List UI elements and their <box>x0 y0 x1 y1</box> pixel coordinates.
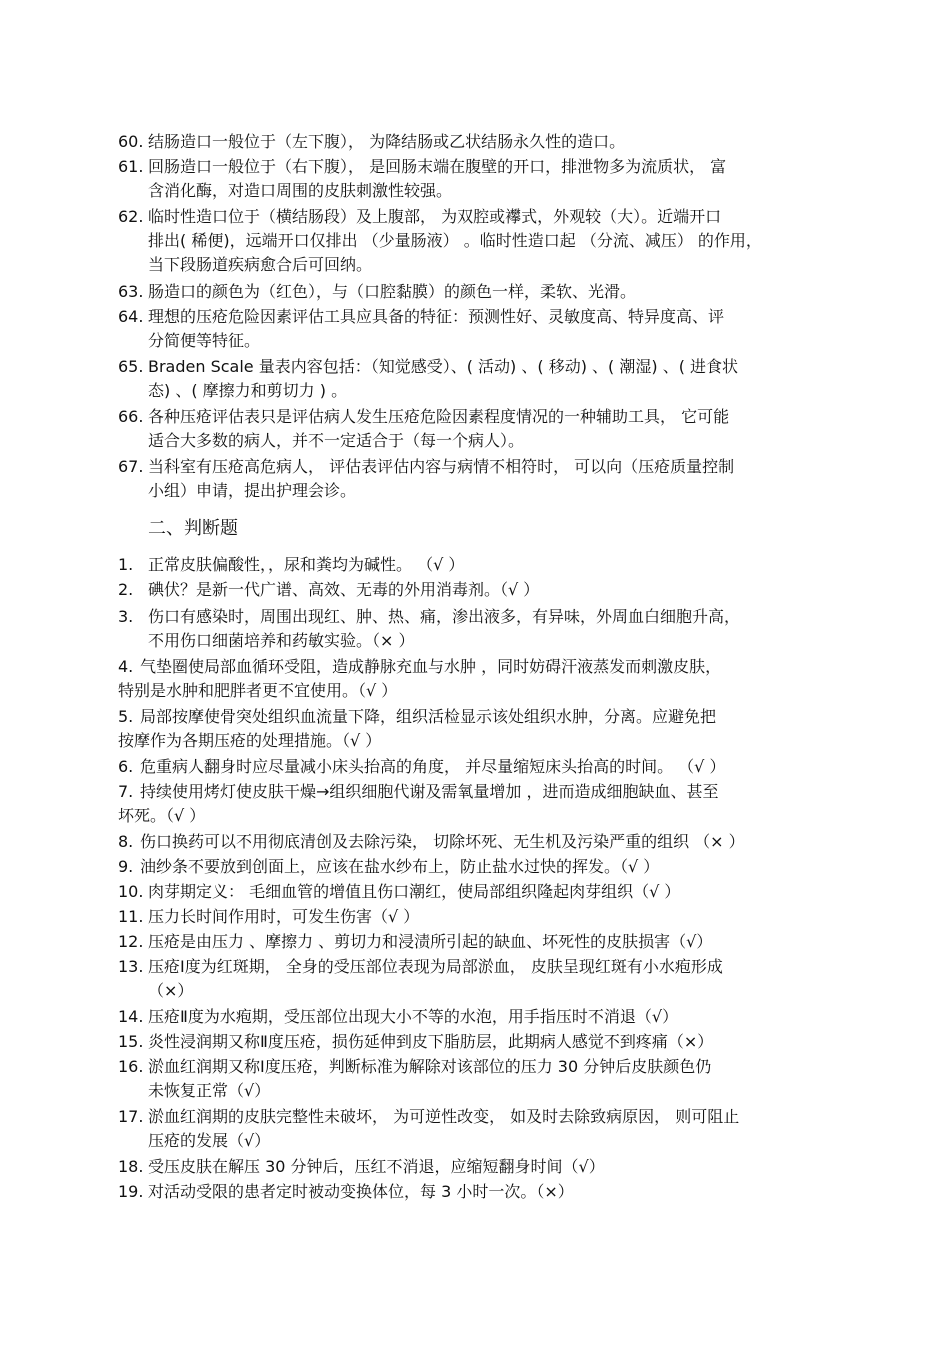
fill-in-item-line: 分简便等特征。 <box>148 331 261 350</box>
judge-item-text <box>118 655 830 703</box>
fill-in-item-line: 当下段肠道疾病愈合后可回纳。 <box>148 255 373 274</box>
judge-item-line: 持续使用烤灯使皮肤干燥→组织细胞代谢及需氧量增加 ，进而造成细胞缺血、甚至 <box>140 782 719 801</box>
fill-in-item-number: 66. <box>118 407 144 426</box>
judge-item-number: 7. <box>118 782 134 801</box>
judge-item-text <box>148 578 830 602</box>
judge-item-number: 1. <box>118 555 134 574</box>
judge-item-text <box>118 830 830 854</box>
judge-item <box>118 1105 830 1153</box>
judge-item-text <box>148 955 830 1003</box>
fill-in-item <box>118 280 830 304</box>
judge-item-line: 淤血红润期的皮肤完整性未破坏， 为可逆性改变， 如及时去除致病原因， 则可阻止 <box>148 1107 740 1126</box>
judge-item-line: 伤口换药可以不用彻底清创及去除污染， 切除坏死、无生机及污染严重的组织 （× ） <box>140 832 745 851</box>
judge-item-text <box>148 1105 830 1153</box>
judge-item-number: 13. <box>118 957 144 976</box>
judge-item-line: 伤口有感染时，周围出现红、肿、热、痛，渗出液多，有异味，外周血白细胞升高， <box>148 607 741 626</box>
fill-in-item-text <box>148 455 830 503</box>
judge-item-text <box>148 1155 830 1179</box>
judge-item-line: 气垫圈使局部血循环受阻，造成静脉充血与水肿 ，同时妨碍汗液蒸发而刺激皮肤， <box>140 657 722 676</box>
fill-in-item-line: 适合大多数的病人，并不一定适合于（每一个病人）。 <box>148 431 525 450</box>
judge-item-number: 10. <box>118 882 144 901</box>
judge-item-number: 17. <box>118 1107 144 1126</box>
fill-in-item-text <box>148 280 830 304</box>
judge-item <box>118 830 830 854</box>
judge-item-text <box>148 1030 830 1054</box>
fill-in-item-line: 各种压疮评估表只是评估病人发生压疮危险因素程度情况的一种辅助工具， 它可能 <box>148 407 730 426</box>
judge-item <box>118 755 830 779</box>
judge-item-text <box>148 553 830 577</box>
fill-in-item-line: 当科室有压疮高危病人， 评估表评估内容与病情不相符时， 可以向（压疮质量控制 <box>148 457 735 476</box>
judge-item <box>118 780 830 828</box>
fill-in-item <box>118 355 830 403</box>
judge-item <box>118 655 830 703</box>
judge-item-text <box>148 880 830 904</box>
judge-item <box>118 553 830 577</box>
judge-item-line: 危重病人翻身时应尽量减小床头抬高的角度， 并尽量缩短床头抬高的时间。 （√ ） <box>140 757 726 776</box>
judge-item-number: 19. <box>118 1182 144 1201</box>
judge-item-line: 正常皮肤偏酸性，，尿和粪均为碱性。 （√ ） <box>148 555 465 574</box>
judge-item-number: 18. <box>118 1157 144 1176</box>
fill-in-item-number: 67. <box>118 457 144 476</box>
judge-item <box>118 578 830 602</box>
judge-item <box>118 855 830 879</box>
fill-in-item-text <box>148 205 830 277</box>
judge-item <box>118 1055 830 1103</box>
judge-item-number: 2. <box>118 580 134 599</box>
judge-item <box>118 705 830 753</box>
judge-item <box>118 955 830 1003</box>
judge-item-number: 3. <box>118 607 134 626</box>
fill-in-item-line: 回肠造口一般位于（右下腹）， 是回肠末端在腹壁的开口，排泄物多为流质状， 富 <box>148 157 727 176</box>
judge-item-line: 炎性浸润期又称Ⅱ度压疮，损伤延伸到皮下脂肪层，此期病人感觉不到疼痛（×） <box>148 1032 714 1051</box>
judge-item <box>118 1005 830 1029</box>
judge-item-text <box>118 855 830 879</box>
fill-in-item-line: 结肠造口一般位于（左下腹）， 为降结肠或乙状结肠永久性的造口。 <box>148 132 626 151</box>
judge-item-line: 压疮Ⅰ度为红斑期， 全身的受压部位表现为局部淤血， 皮肤呈现红斑有小水疱形成 <box>148 957 723 976</box>
judge-item-text <box>118 780 830 828</box>
fill-in-item-line: 含消化酶，对造口周围的皮肤刺激性较强。 <box>148 181 453 200</box>
judge-item-line: 对活动受限的患者定时被动变换体位，每 3 小时一次。（×） <box>148 1182 574 1201</box>
fill-in-item-text <box>148 355 830 403</box>
judge-item-number: 9. <box>118 857 134 876</box>
judge-item-number: 12. <box>118 932 144 951</box>
judge-item-line: 压疮Ⅱ度为水疱期，受压部位出现大小不等的水泡，用手指压时不消退（√） <box>148 1007 679 1026</box>
judge-item-number: 11. <box>118 907 144 926</box>
fill-in-item-line: 排出( 稀便)，远端开口仅排出 （少量肠液） 。临时性造口起 （分流、减压） 的作用， <box>148 231 762 250</box>
judge-item-line: 压疮是由压力 、摩擦力 、剪切力和浸渍所引起的缺血、坏死性的皮肤损害（√） <box>148 932 713 951</box>
fill-in-item <box>118 405 830 453</box>
fill-in-item-line: 肠造口的颜色为（红色），与（口腔黏膜）的颜色一样，柔软、光滑。 <box>148 282 637 301</box>
judge-item-number: 14. <box>118 1007 144 1026</box>
fill-in-item <box>118 205 830 277</box>
judge-item-line: 压力长时间作用时，可发生伤害（√ ） <box>148 907 420 926</box>
fill-in-item-number: 60. <box>118 132 144 151</box>
fill-in-item <box>118 305 830 353</box>
judge-item-line: （×） <box>148 981 194 1000</box>
judge-item-text <box>148 1180 830 1204</box>
judge-item-line: 坏死。（√ ） <box>118 806 206 825</box>
fill-in-item-line: 态) 、( 摩擦力和剪切力 ) 。 <box>148 381 348 400</box>
judge-item-number: 6. <box>118 757 134 776</box>
judge-item <box>118 605 830 653</box>
judge-item-text <box>148 1055 830 1103</box>
judge-item-number: 4. <box>118 657 134 676</box>
fill-in-item-line: Braden Scale 量表内容包括：（知觉感受）、( 活动) 、( 移动) 、( 潮湿) 、( 进食状 <box>148 357 739 376</box>
judge-item-text <box>148 1005 830 1029</box>
judge-item-number: 8. <box>118 832 134 851</box>
judge-item-text <box>148 905 830 929</box>
fill-in-item <box>118 130 830 154</box>
judge-item-line: 肉芽期定义： 毛细血管的增值且伤口潮红，使局部组织隆起肉芽组织（√ ） <box>148 882 681 901</box>
fill-in-item-text <box>148 405 830 453</box>
judge-item <box>118 1030 830 1054</box>
fill-in-item-text <box>148 130 830 154</box>
judge-item <box>118 930 830 954</box>
fill-in-item-number: 64. <box>118 307 144 326</box>
fill-in-item-text <box>148 305 830 353</box>
judge-item-text <box>148 605 830 653</box>
judge-item <box>118 1155 830 1179</box>
judge-item-line: 特别是水肿和肥胖者更不宜使用。（√ ） <box>118 681 398 700</box>
judge-item-text <box>118 705 830 753</box>
fill-in-item-line: 小组）申请，提出护理会诊。 <box>148 481 357 500</box>
fill-in-item-number: 61. <box>118 157 144 176</box>
judge-item-number: 16. <box>118 1057 144 1076</box>
fill-in-item-number: 63. <box>118 282 144 301</box>
judge-item-line: 未恢复正常（√） <box>148 1081 271 1100</box>
fill-in-item-line: 临时性造口位于（横结肠段）及上腹部， 为双腔或襻式，外观较（大）。近端开口 <box>148 207 722 226</box>
judge-item-line: 淤血红润期又称Ⅰ度压疮，判断标准为解除对该部位的压力 30 分钟后皮肤颜色仍 <box>148 1057 712 1076</box>
fill-in-item <box>118 155 830 203</box>
judge-item <box>118 880 830 904</box>
judge-item-line: 受压皮肤在解压 30 分钟后，压红不消退，应缩短翻身时间（√） <box>148 1157 605 1176</box>
judge-item-number: 15. <box>118 1032 144 1051</box>
judge-item-text <box>148 930 830 954</box>
judge-item-line: 局部按摩使骨突处组织血流量下降，组织活检显示该处组织水肿，分离。应避免把 <box>140 707 717 726</box>
judge-item-line: 压疮的发展（√） <box>148 1131 271 1150</box>
judge-item-line: 不用伤口细菌培养和药敏实验。（× ） <box>148 631 415 650</box>
fill-in-item-number: 65. <box>118 357 144 376</box>
judge-item-line: 油纱条不要放到创面上，应该在盐水纱布上，防止盐水过快的挥发。（√ ） <box>140 857 660 876</box>
judge-item <box>118 905 830 929</box>
fill-in-item <box>118 455 830 503</box>
fill-in-item-number: 62. <box>118 207 144 226</box>
fill-in-item-text <box>148 155 830 203</box>
judge-item-line: 碘伏？是新一代广谱、高效、无毒的外用消毒剂。（√ ） <box>148 580 540 599</box>
judge-item <box>118 1180 830 1204</box>
section-title: 二、判断题 <box>148 518 238 539</box>
judge-item-number: 5. <box>118 707 134 726</box>
judge-item-line: 按摩作为各期压疮的处理措施。（√ ） <box>118 731 382 750</box>
fill-in-item-line: 理想的压疮危险因素评估工具应具备的特征：预测性好、灵敏度高、特异度高、评 <box>148 307 725 326</box>
judge-item-text <box>118 755 830 779</box>
